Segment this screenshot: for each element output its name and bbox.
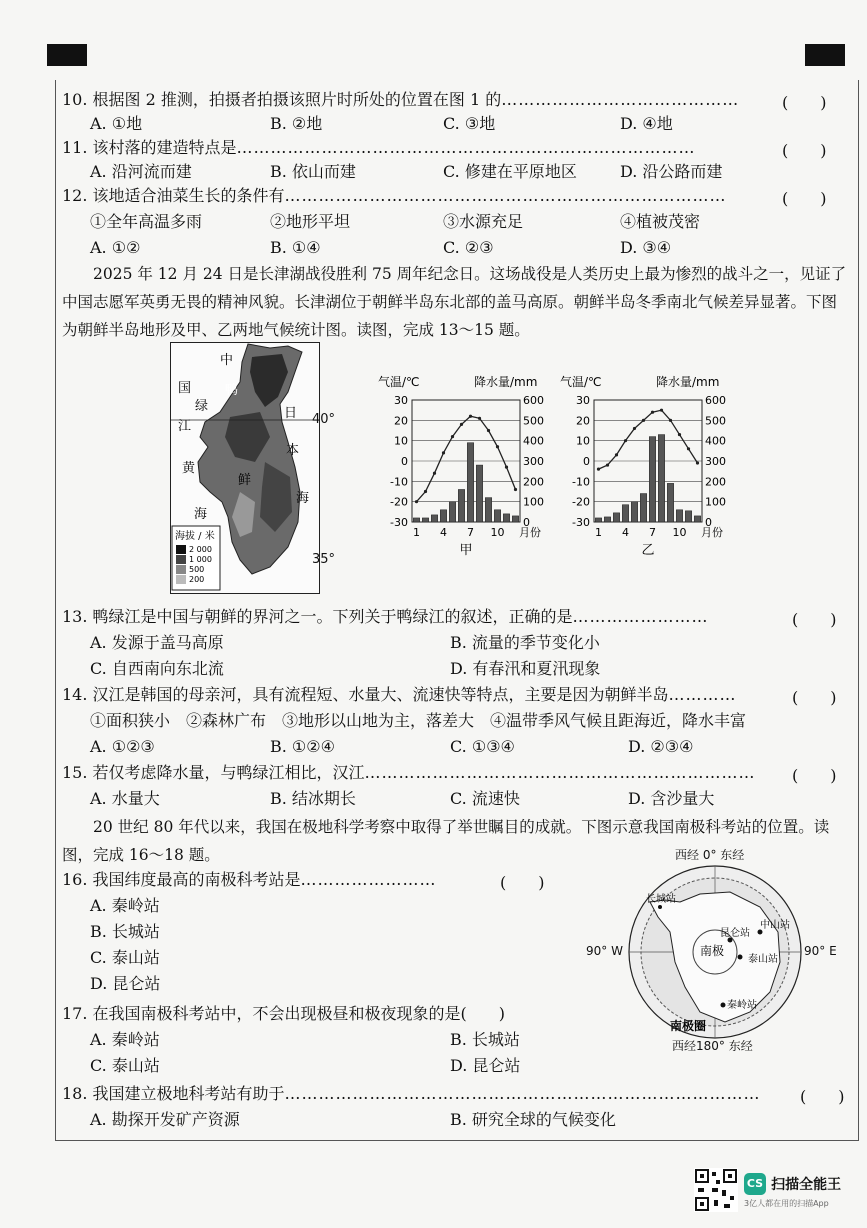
map-label-hai-west: 海: [194, 507, 208, 522]
q17-option-d[interactable]: D. 昆仑站: [450, 1056, 521, 1075]
precipitation-bar: [622, 505, 628, 522]
chart-title: 甲: [459, 543, 473, 558]
q16-option-d[interactable]: D. 昆仑站: [90, 974, 161, 993]
q18-answer-blank[interactable]: ( ): [800, 1087, 845, 1106]
qr-code-icon: [694, 1168, 738, 1212]
temperature-point: [451, 435, 454, 438]
q12-condition-2: ②地形平坦: [270, 212, 351, 231]
temperature-point: [415, 500, 418, 503]
temperature-point: [442, 451, 445, 454]
q13-option-c[interactable]: C. 自西南向东北流: [90, 659, 224, 678]
map-label-lu: 绿: [195, 399, 209, 414]
q11-option-c[interactable]: C. 修建在平原地区: [443, 162, 577, 181]
antarctic-top-label: 西经 0° 东经: [675, 848, 745, 862]
svg-text:昆仑站: 昆仑站: [720, 928, 750, 939]
chart-temp-tick: -30: [390, 516, 408, 529]
q13-option-b[interactable]: B. 流量的季节变化小: [450, 633, 600, 652]
map-label-ben: 本: [286, 443, 300, 458]
temperature-point: [651, 411, 654, 414]
q10-answer-blank[interactable]: ( ): [782, 93, 827, 112]
svg-text:泰山站: 泰山站: [748, 954, 778, 965]
q10-option-c[interactable]: C. ③地: [443, 114, 496, 133]
temperature-point: [624, 439, 627, 442]
q12-option-d[interactable]: D. ③④: [620, 238, 672, 257]
q10-option-a[interactable]: A. ①地: [90, 114, 143, 133]
temperature-point: [505, 466, 508, 469]
q12-option-a[interactable]: A. ①②: [90, 238, 141, 257]
precipitation-bar: [640, 494, 646, 522]
map-lat-40: 40°: [312, 412, 336, 427]
chart-precip-tick: 0: [523, 516, 530, 529]
q16-option-a[interactable]: A. 秦岭站: [90, 896, 160, 915]
temperature-line: [417, 416, 516, 501]
q17-option-c[interactable]: C. 泰山站: [90, 1056, 160, 1075]
q12-answer-blank[interactable]: ( ): [782, 189, 827, 208]
chart-precip-tick: 400: [523, 434, 544, 448]
chart-temp-tick: 0: [583, 455, 590, 468]
temperature-point: [669, 419, 672, 422]
precipitation-bar: [503, 514, 509, 522]
map-label-zhong: 中: [220, 353, 234, 368]
chart-temp-tick: 0: [401, 455, 408, 468]
temperature-point: [660, 409, 663, 412]
chart-precip-tick: 600: [523, 394, 544, 407]
precipitation-bar: [667, 483, 673, 522]
temperature-point: [478, 417, 481, 420]
scanner-brand: [744, 1173, 841, 1209]
chart-precip-tick: 500: [523, 414, 544, 428]
q12-condition-1: ①全年高温多雨: [90, 212, 203, 231]
temperature-line: [599, 410, 698, 469]
precipitation-bar: [494, 510, 500, 522]
precipitation-bar: [649, 437, 655, 522]
q14-option-c[interactable]: C. ①③④: [450, 737, 515, 756]
chart-temp-tick: -10: [390, 475, 408, 489]
chart-precip-tick: 100: [705, 495, 726, 509]
temperature-point: [633, 427, 636, 430]
svg-text:南极: 南极: [700, 944, 725, 958]
q13-option-d[interactable]: D. 有春汛和夏汛现象: [450, 659, 601, 678]
q15-option-c[interactable]: C. 流速快: [450, 789, 520, 808]
precipitation-bar: [476, 465, 482, 522]
precipitation-bar: [676, 510, 682, 522]
q10-stem: 10. 根据图 2 推测，拍摄者拍摄该照片时所处的位置在图 1 的……………………………………: [62, 90, 740, 109]
chart-precip-tick: 200: [523, 475, 544, 489]
temperature-point: [487, 429, 490, 432]
precipitation-bar: [422, 518, 428, 522]
temperature-point: [696, 461, 699, 464]
temperature-point: [460, 423, 463, 426]
q12-option-b[interactable]: B. ①④: [270, 238, 321, 257]
q15-option-b[interactable]: B. 结冰期长: [270, 789, 356, 808]
svg-text:2 000: 2 000: [189, 545, 212, 554]
q13-answer-blank[interactable]: ( ): [792, 610, 837, 629]
q11-answer-blank[interactable]: ( ): [782, 141, 827, 160]
q14-stem: 14. 汉江是韩国的母亲河，具有流程短、水量大、流速快等特点，主要是因为朝鲜半岛…………: [62, 685, 737, 704]
q10-option-d[interactable]: D. ④地: [620, 114, 673, 133]
brand-name: 扫描全能王: [771, 1177, 842, 1193]
svg-text:500: 500: [189, 565, 205, 574]
precipitation-bar: [458, 489, 464, 522]
precipitation-bar: [613, 513, 619, 522]
chart-temp-tick: -20: [390, 495, 408, 509]
precipitation-bar: [685, 511, 691, 522]
q11-option-d[interactable]: D. 沿公路而建: [620, 162, 723, 181]
precipitation-bar: [449, 502, 455, 522]
q11-option-b[interactable]: B. 依山而建: [270, 162, 356, 181]
map-label-jiang: 江: [178, 419, 192, 434]
temperature-point: [424, 490, 427, 493]
chart-temp-tick: 20: [576, 414, 590, 428]
chart-temp-tick: -20: [572, 495, 590, 509]
temperature-point: [687, 447, 690, 450]
precipitation-bar: [512, 516, 518, 522]
q16-answer-blank[interactable]: ( ): [500, 873, 545, 892]
corner-marker-left: [47, 44, 87, 66]
map-lat-35: 35°: [312, 552, 336, 567]
q14-option-a[interactable]: A. ①②③: [90, 737, 155, 756]
q14-answer-blank[interactable]: ( ): [792, 688, 837, 707]
q13-stem: 13. 鸭绿江是中国与朝鲜的界河之一。下列关于鸭绿江的叙述，正确的是……………………: [62, 607, 709, 626]
temperature-point: [615, 453, 618, 456]
q15-answer-blank[interactable]: ( ): [792, 766, 837, 785]
temperature-point: [469, 415, 472, 418]
precipitation-bar: [467, 443, 473, 522]
antarctic-left-label: 90° W: [586, 944, 623, 958]
q12-option-c[interactable]: C. ②③: [443, 238, 494, 257]
chart-precip-tick: 100: [523, 495, 544, 509]
temperature-point: [606, 463, 609, 466]
temperature-point: [514, 488, 517, 491]
chart-x-axis-label: 月份: [701, 526, 723, 539]
legend-title: 海拔 / 米: [175, 531, 215, 542]
q11-option-a[interactable]: A. 沿河流而建: [90, 162, 192, 181]
q12-condition-4: ④植被茂密: [620, 212, 701, 231]
chart-temp-axis-label: 气温/℃: [560, 375, 602, 389]
chart-precip-tick: 600: [705, 394, 726, 407]
svg-text:长城站: 长城站: [646, 894, 676, 905]
chart-x-tick: 1: [413, 526, 420, 539]
temperature-point: [496, 445, 499, 448]
chart-precip-tick: 300: [705, 455, 726, 468]
map-label-xian: 鲜: [238, 473, 252, 488]
chart-precip-tick: 300: [523, 455, 544, 468]
chart-precip-tick: 400: [705, 434, 726, 448]
svg-text:1 000: 1 000: [189, 555, 212, 564]
chart-temp-tick: 30: [394, 394, 408, 407]
q12-condition-3: ③水源充足: [443, 212, 524, 231]
precipitation-bar: [658, 435, 664, 522]
chart-x-tick: 4: [440, 526, 447, 539]
chart-precip-tick: 200: [705, 475, 726, 489]
cs-logo-icon: CS: [744, 1173, 766, 1195]
climate-chart-yi: [560, 372, 740, 562]
chart-precip-axis-label: 降水量/mm: [474, 375, 538, 389]
chart-temp-tick: 20: [394, 414, 408, 428]
q16-stem: 16. 我国纬度最高的南极科考站是……………………: [62, 870, 437, 889]
q11-stem: 11. 该村落的建造特点是………………………………………………………………………: [62, 138, 696, 157]
q15-option-a[interactable]: A. 水量大: [90, 789, 160, 808]
antarctic-right-label: 90° E: [804, 944, 837, 958]
passage-changjin-lake: 2025 年 12 月 24 日是长津湖战役胜利 75 周年纪念日。这场战役是人类历史上最为惨烈的战斗之一，见证了中国志愿军英勇无畏的精神风貌。长津湖位于朝鲜半岛东北部的盖马高原。朝鲜半岛冬季南北气候差异显著。下图为朝鲜半岛地形及甲、乙两地气候统计图。读图，完成 13～15 题。: [62, 265, 847, 339]
chart-x-tick: 10: [672, 526, 687, 539]
q16-option-c[interactable]: C. 泰山站: [90, 948, 160, 967]
svg-text:中山站: 中山站: [760, 920, 790, 931]
precipitation-bar: [604, 517, 610, 522]
map-label-guo: 国: [178, 381, 192, 396]
q18-stem: 18. 我国建立极地科考站有助于…………………………………………………………………………: [62, 1084, 761, 1103]
chart-temp-axis-label: 气温/℃: [378, 375, 420, 389]
q14-option-b[interactable]: B. ①②④: [270, 737, 335, 756]
precipitation-bar: [413, 518, 419, 522]
precipitation-bar: [631, 502, 637, 522]
q17-option-b[interactable]: B. 长城站: [450, 1030, 520, 1049]
q12-stem: 12. 该地适合油菜生长的条件有……………………………………………………………………: [62, 186, 727, 205]
precipitation-bar: [485, 498, 491, 522]
map-label-ya: 鸭: [225, 383, 239, 398]
svg-text:南极圈: 南极圈: [670, 1019, 707, 1033]
chart-x-tick: 7: [649, 526, 656, 539]
map-label-ri: 日: [284, 406, 298, 421]
chart-temp-tick: 10: [394, 434, 408, 448]
map-label-huang: 黄: [182, 461, 196, 476]
temperature-point: [642, 419, 645, 422]
passage-antarctic: 20 世纪 80 年代以来，我国在极地科学考察中取得了举世瞩目的成就。下图示意我国南极科考站的位置。读图，完成 16～18 题。: [62, 818, 830, 864]
chart-temp-tick: 10: [576, 434, 590, 448]
chart-x-axis-label: 月份: [519, 526, 541, 539]
chart-x-tick: 10: [490, 526, 505, 539]
svg-text:秦岭站: 秦岭站: [727, 1000, 757, 1011]
q18-option-a[interactable]: A. 勘探开发矿产资源: [90, 1110, 240, 1129]
q13-option-a[interactable]: A. 发源于盖马高原: [90, 633, 224, 652]
q17-option-a[interactable]: A. 秦岭站: [90, 1030, 160, 1049]
corner-marker-right: [805, 44, 845, 66]
q14-conditions: ①面积狭小 ②森林广布 ③地形以山地为主，落差大 ④温带季风气候且距海近，降水丰富: [90, 711, 747, 730]
temperature-point: [678, 433, 681, 436]
temperature-point: [433, 472, 436, 475]
chart-precip-tick: 0: [705, 516, 712, 529]
map-label-hai-east: 海: [296, 491, 310, 506]
q17-stem: 17. 在我国南极科考站中，不会出现极昼和极夜现象的是( ): [62, 1004, 506, 1023]
antarctic-station-map: [620, 862, 810, 1042]
temperature-point: [597, 468, 600, 471]
precipitation-bar: [440, 510, 446, 522]
chart-precip-axis-label: 降水量/mm: [656, 375, 720, 389]
korea-terrain-map: [170, 342, 320, 594]
chart-x-tick: 7: [467, 526, 474, 539]
precipitation-bar: [595, 518, 601, 522]
chart-temp-tick: -10: [572, 475, 590, 489]
precipitation-bar: [431, 515, 437, 522]
chart-temp-tick: 30: [576, 394, 590, 407]
brand-tagline: 3亿人都在用的扫描App: [744, 1199, 829, 1208]
q15-option-d[interactable]: D. 含沙量大: [628, 789, 715, 808]
chart-title: 乙: [641, 543, 655, 558]
antarctic-bottom-label: 西经180° 东经: [672, 1039, 753, 1053]
q15-stem: 15. 若仅考虑降水量，与鸭绿江相比，汉江……………………………………………………………: [62, 763, 756, 782]
chart-precip-tick: 500: [705, 414, 726, 428]
climate-chart-jia: [378, 372, 558, 562]
q10-option-b[interactable]: B. ②地: [270, 114, 323, 133]
precipitation-bar: [694, 516, 700, 522]
chart-x-tick: 4: [622, 526, 629, 539]
chart-x-tick: 1: [595, 526, 602, 539]
q16-option-b[interactable]: B. 长城站: [90, 922, 160, 941]
svg-text:200: 200: [189, 575, 205, 584]
q18-option-b[interactable]: B. 研究全球的气候变化: [450, 1110, 616, 1129]
chart-temp-tick: -30: [572, 516, 590, 529]
q14-option-d[interactable]: D. ②③④: [628, 737, 694, 756]
